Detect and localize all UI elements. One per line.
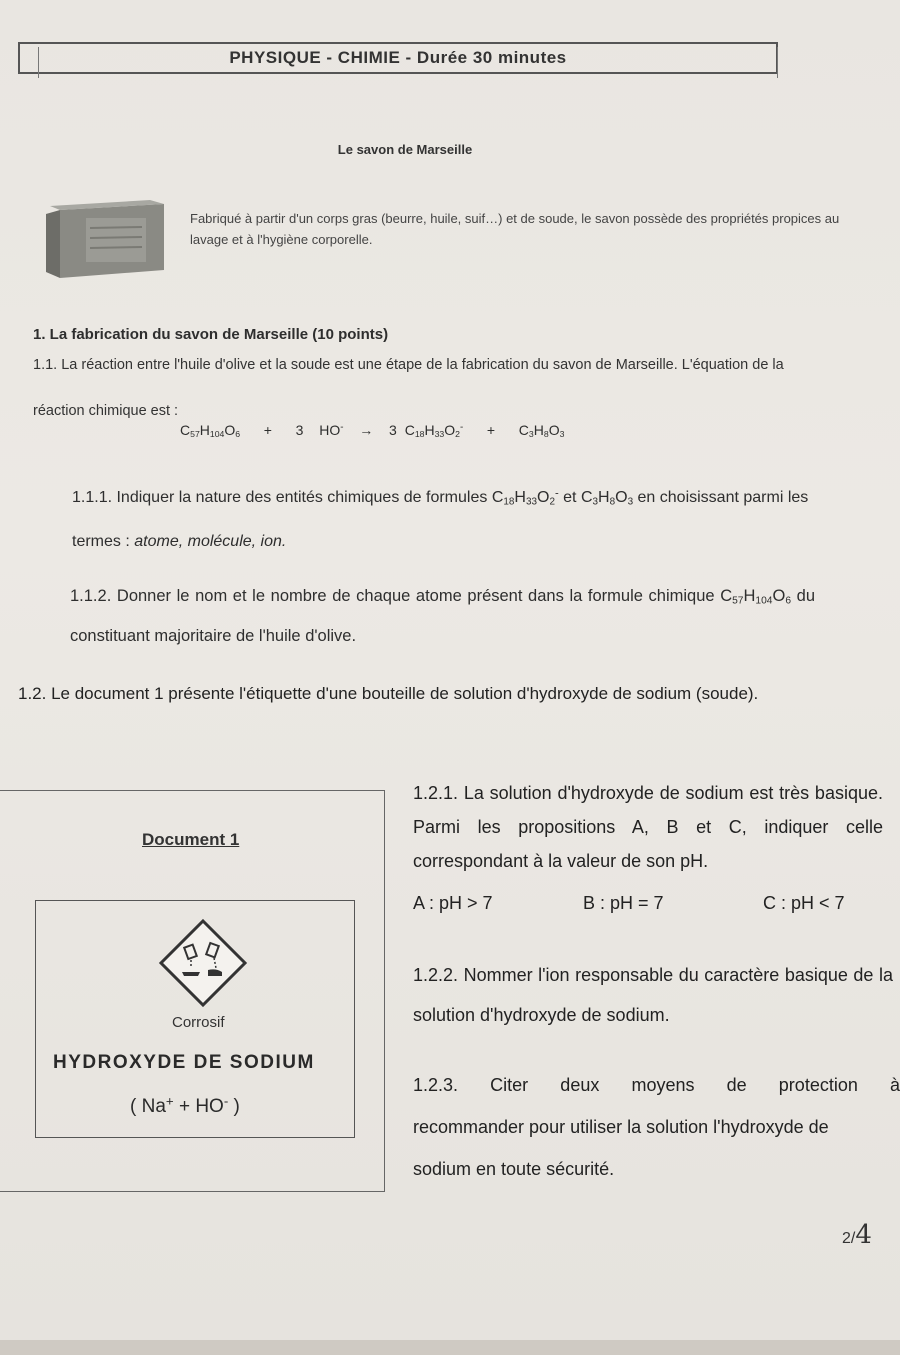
option-a: A : pH > 7	[413, 893, 493, 913]
eq-reactant-1: $C_{57}H_{104}O_6$	[180, 422, 241, 440]
page-title: PHYSIQUE - CHIMIE - Durée 30 minutes	[229, 48, 567, 67]
eq-arrow: →	[359, 422, 374, 438]
formula-triglyceride: $C_{57}H_{104}O_6$	[720, 587, 792, 607]
eq-product-2: $C_3H_8O_3$	[518, 422, 565, 440]
eq-reactant-2: HO-	[319, 422, 344, 438]
document-subtitle: Le savon de Marseille	[337, 142, 473, 157]
ph-options	[413, 886, 883, 920]
question-1-1: 1.1. La réaction entre l'huile d'olive et la soude est une étape de la fabrication du savon de Marseille. L'équation de la réaction chimique est :	[33, 357, 784, 419]
question-1-1-2: 1.1.2. Donner le nom et le nombre de chaque atome présent dans la formule chimique $C_{57}H_{104}O_6$ du constituant majoritaire de l'huile d'olive.	[70, 587, 815, 645]
page-number: 2/4	[842, 1220, 872, 1250]
option-c: C : pH < 7	[763, 893, 845, 913]
option-b: B : pH = 7	[583, 893, 664, 913]
document-1-title: Document 1	[142, 830, 240, 849]
soap-image	[46, 200, 164, 280]
intro-paragraph: Fabriqué à partir d'un corps gras (beurre, huile, suif…) et de soude, le savon possède des propriétés propices au lavage et à l'hygiène corporelle.	[190, 211, 840, 247]
term-choices: atome, molécule, ion.	[134, 533, 287, 550]
question-1-2-1: 1.2.1. La solution d'hydroxyde de sodium est très basique. Parmi les propositions A, B et C, indiquer celle correspondant à la valeur de son pH.	[413, 783, 883, 871]
question-1-2: 1.2. Le document 1 présente l'étiquette d'une bouteille de solution d'hydroxyde de sodium (soude).	[18, 684, 759, 703]
title-box	[18, 42, 778, 74]
formula-glycerol: $C_3H_8O_3$	[580, 489, 634, 508]
question-1-1-1: 1.1.1. Indiquer la nature des entités chimiques de formules $C_{18}H_{33}O_2^-$ et $C_3H_8O_3$ en choisissant parmi les termes : atome, molécule, ion.	[72, 487, 809, 550]
eq-plus-1: +	[263, 422, 272, 438]
product-name: HYDROXYDE DE SODIUM	[53, 1052, 315, 1073]
hazard-label: Corrosif	[172, 1014, 225, 1031]
question-1-2-3: 1.2.3. Citer deux moyens de protection à recommander pour utiliser la solution l'hydroxyde de sodium en toute sécurité.	[413, 1075, 900, 1179]
corrosive-hazard-icon	[158, 918, 248, 1008]
formula-carboxylate: $C_{18}H_{33}O_2^-$	[491, 487, 559, 508]
eq-coefficient: 3	[295, 422, 304, 438]
section-1-heading: 1. La fabrication du savon de Marseille (10 points)	[33, 326, 389, 343]
ion-formula: ( Na+ + HO- )	[130, 1093, 240, 1117]
eq-product-1: 3 $C_{18}H_{33}O_2^-$	[389, 422, 464, 440]
question-1-2-2: 1.2.2. Nommer l'ion responsable du caractère basique de la solution d'hydroxyde de sodium.	[413, 965, 893, 1025]
eq-plus-2: +	[486, 422, 496, 438]
reaction-equation	[180, 422, 564, 438]
